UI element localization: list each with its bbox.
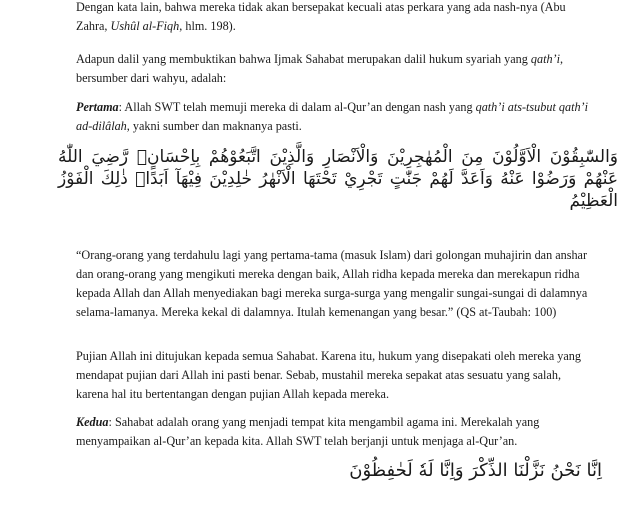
paragraph-kedua: Kedua: Sahabat adalah orang yang menjadi tempat kita mengambil agama ini. Merekalah yang menyampaikan al-Qur’an kepada kita. Allah SWT telah berjanji untuk menjaga al-Qur’an. <box>76 415 540 448</box>
paragraph-pujian: Pujian Allah ini ditujukan kepada semua Sahabat. Karena itu, hukum yang disepakati oleh mereka yang mendapat pujian dari Allah ini pasti benar. Sebab, mustahil mereka sepakat atas sesuatu yang salah, karena hal itu bertentangan dengan pujian Allah kepada mereka. <box>76 349 581 401</box>
paragraph-abu-zahra: Dengan kata lain, bahwa mereka tidak akan bersepakat kecuali atas perkara yang ada nash-nya (Abu Zahra, Ushûl al-Fiqh, hlm. 198). <box>76 0 566 33</box>
arabic-verse-hijr: اِنَّا نَحْنُ نَزَّلْنَا الذِّكْرَ وَاِنَّا لَهٗ لَحٰفِظُوْنَ <box>349 460 602 481</box>
paragraph-pertama: Pertama: Allah SWT telah memuji mereka di dalam al-Qur’an dengan nash yang qath’i ats-tsubut qath’i ad-dilâlah, yakni sumber dan maknanya pasti. <box>76 100 589 133</box>
label-pertama: Pertama <box>76 100 119 114</box>
paragraph-dalil-intro: Adapun dalil yang membuktikan bahwa Ijmak Sahabat merupakan dalil hukum syariah yang qath’i, bersumber dari wahyu, adalah: <box>76 52 564 85</box>
term-qathi-tsubut: qath’i ats-tsubut qath’i ad-dilâlah <box>76 100 589 133</box>
term-qathi: qath’i <box>530 52 561 66</box>
translation-taubah: “Orang-orang yang terdahulu lagi yang pertama-tama (masuk Islam) dari golongan muhajirin dan anshar dan orang-orang yang mengikuti mereka dengan baik, Allah ridha kepada mereka dan merekapun ridha kepada Allah dan Allah menyediakan bagi mereka surga-surga yang mengalir sungai-sungai di dalamnya selama-lamanya. Mereka kekal di dalamnya. Itulah kemenangan yang besar.” (QS at-Taubah: 100) <box>76 248 588 319</box>
source-title: Ushûl al-Fiqh <box>110 19 180 33</box>
label-kedua: Kedua <box>76 415 109 429</box>
arabic-verse-taubah: وَالسّٰبِقُوْنَ الْاَوَّلُوْنَ مِنَ الْمُهٰجِرِيْنَ وَالْاَنْصَارِ وَالَّذِيْنَ اتَّبَعُوْهُمْ بِاِحْسَانٍۙ رَّضِيَ اللّٰهُ عَنْهُمْ وَرَضُوْا عَنْهُ وَاَعَدَّ لَهُمْ جَنّٰتٍ تَجْرِيْ تَحْتَهَا الْاَنْهٰرُ خٰلِدِيْنَ فِيْهَآ اَبَدًاۗ ذٰلِكَ الْفَوْزُ الْعَظِيْمُ <box>58 147 618 211</box>
